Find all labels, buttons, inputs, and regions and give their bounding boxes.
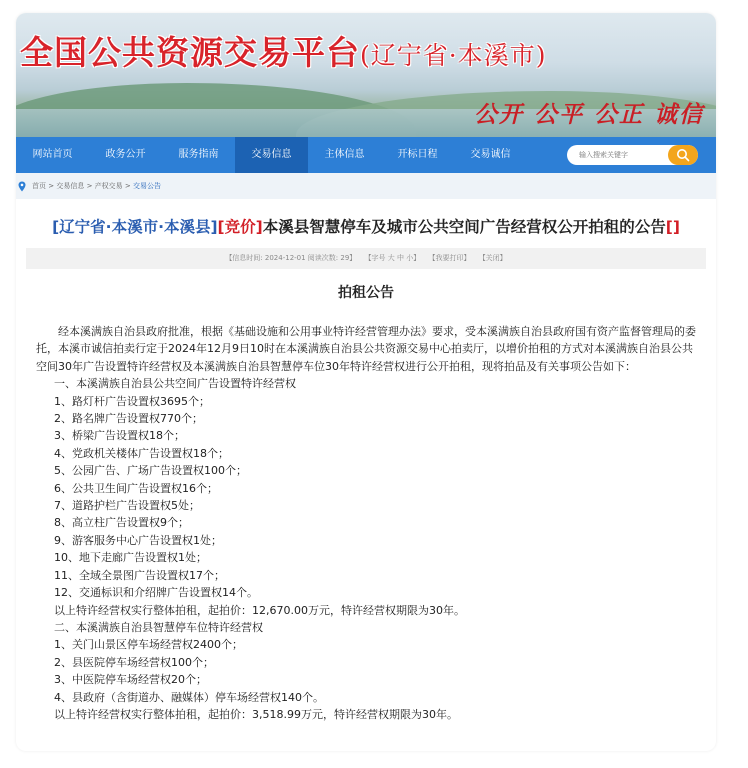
- list-item: 1、路灯杆广告设置权3695个；: [54, 394, 210, 408]
- list-item: 12、交通标识和介绍牌广告设置权14个。: [54, 586, 258, 600]
- list-item: 10、地下走廊广告设置权1处；: [54, 551, 207, 565]
- font-size-control[interactable]: 【字号 大 中 小】: [364, 254, 421, 262]
- nav-item-home[interactable]: 网站首页: [32, 149, 73, 160]
- list-item: 2、路名牌广告设置权770个；: [54, 412, 203, 426]
- list-item: 1、关门山景区停车场经营权2400个；: [54, 638, 243, 652]
- close-link[interactable]: 【关闭】: [478, 254, 507, 262]
- search-input[interactable]: [577, 150, 673, 160]
- nav-item-trade-info[interactable]: 交易信息: [235, 137, 308, 173]
- breadcrumb-current[interactable]: 交易公告: [133, 182, 162, 190]
- location-pin-icon: [18, 181, 26, 192]
- list-item: 6、公共卫生间广告设置权16个；: [54, 481, 218, 495]
- list-item: 9、游客服务中心广告设置权1处；: [54, 533, 222, 547]
- headline-tag: [竞价]: [217, 218, 263, 236]
- list-item: 4、县政府（含街道办、融媒体）停车场经营权140个。: [54, 690, 324, 704]
- section-heading: 一、本溪满族自治县公共空间广告设置特许经营权: [54, 377, 296, 391]
- site-title-region: (辽宁省·本溪市): [360, 41, 547, 70]
- list-item: 7、道路护栏广告设置权5处；: [54, 499, 200, 513]
- site-banner: [16, 13, 716, 137]
- search-icon: [676, 148, 690, 162]
- headline-suffix: []: [665, 218, 680, 236]
- meta-info-time: 【信息时间: 2024-12-01 阅读次数: 29】: [225, 254, 357, 262]
- breadcrumb-home[interactable]: 首页: [32, 182, 46, 190]
- intro-paragraph: 经本溪满族自治县政府批准，根据《基础设施和公用事业特许经营管理办法》要求，受本溪满族自治县政府国有资产监督管理局的委托，本溪市诚信拍卖行定于2024年12月9日10时在本溪满族自治县公共资源交易中心拍卖厅，以增价拍租的方式对本溪满族自治县公共空间30年广告设置特许经营权及本溪满族自治县智慧停车位30年特许经营权进行公开拍租，现将拍品及有关事项公告如下：: [36, 325, 696, 373]
- breadcrumb-separator: >: [86, 182, 93, 190]
- list-item: 4、党政机关楼体广告设置权18个；: [54, 446, 229, 460]
- breadcrumb-trade-info[interactable]: 交易信息: [56, 182, 85, 190]
- breadcrumb-separator: >: [48, 182, 55, 190]
- article-meta-bar: [26, 248, 706, 269]
- nav-item-bid-schedule[interactable]: 开标日程: [397, 149, 438, 160]
- breadcrumb: [16, 173, 716, 199]
- article-headline: [16, 215, 716, 237]
- nav-item-entity-info[interactable]: 主体信息: [324, 149, 365, 160]
- nav-item-gov-affairs[interactable]: 政务公开: [105, 149, 146, 160]
- list-item: 3、中医院停车场经营权20个；: [54, 673, 207, 687]
- list-item: 2、县医院停车场经营权100个；: [54, 655, 214, 669]
- list-item: 8、高立柱广告设置权9个；: [54, 516, 189, 530]
- list-item: 3、桥梁广告设置权18个；: [54, 429, 185, 443]
- article-body: [36, 323, 696, 723]
- breadcrumb-separator: >: [124, 182, 131, 190]
- list-item: 11、全域全景图广告设置权17个；: [54, 568, 225, 582]
- breadcrumb-property-trade[interactable]: 产权交易: [94, 182, 123, 190]
- section-summary: 以上特许经营权实行整体拍租，起拍价：3,518.99万元，特许经营权期限为30年。: [54, 707, 458, 721]
- site-title: [20, 27, 546, 74]
- list-item: 5、公园广告、广场广告设置权100个；: [54, 464, 247, 478]
- headline-title: 本溪县智慧停车及城市公共空间广告经营权公开拍租的公告: [262, 218, 666, 236]
- main-nav: [16, 137, 716, 173]
- nav-item-trade-credit[interactable]: 交易诚信: [470, 149, 511, 160]
- section-heading: 二、本溪满族自治县智慧停车位特许经营权: [54, 620, 263, 634]
- search-box: [567, 145, 698, 165]
- search-button[interactable]: [668, 145, 698, 165]
- headline-region: [辽宁省·本溪市·本溪县]: [52, 218, 218, 236]
- print-link[interactable]: 【我要打印】: [428, 254, 471, 262]
- nav-item-service-guide[interactable]: 服务指南: [178, 149, 219, 160]
- page-card: [16, 13, 716, 751]
- site-slogan: 公开 公平 公正 诚信: [473, 101, 704, 128]
- section-summary: 以上特许经营权实行整体拍租，起拍价：12,670.00万元，特许经营权期限为30年。: [54, 603, 465, 617]
- site-title-main: 全国公共资源交易平台: [20, 33, 360, 72]
- document-title: 拍租公告: [338, 285, 394, 301]
